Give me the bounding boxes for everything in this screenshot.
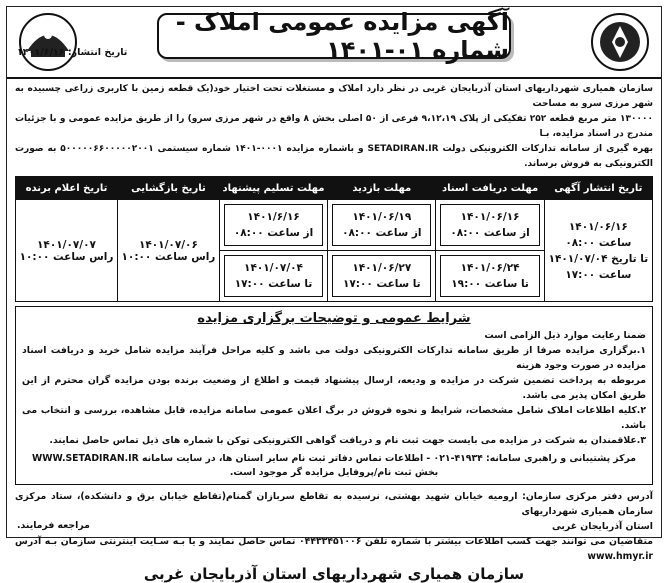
cell-visit-from: [328, 200, 436, 251]
cell-submit-to: [219, 251, 327, 302]
header-submit: مهلت تسلیم پیشنهاد: [219, 177, 327, 200]
docs-to-time: تا ساعت ۱۹:۰۰: [451, 278, 529, 290]
cell-opening: [117, 200, 219, 302]
submit-to-date: ۱۴۰۱/۰۷/۰۴: [244, 262, 303, 274]
docs-to-date: ۱۴۰۱/۰۶/۲۴: [460, 262, 520, 274]
publish-until-time: ساعت ۱۷:۰۰: [565, 268, 632, 281]
header-winner: تاریخ اعلام برنده: [16, 177, 118, 200]
cell-docs-from: [436, 200, 544, 251]
address-line: متقاضیان می توانند جهت کسب اطلاعات بیشتر با شماره تلفن ۰۴۴۳۳۴۵۱۰۰۶ تماس حاصل نمایند و یا بـه سـایت اینترنتی سازمان بـه آدرس www.hmyr.ir: [15, 536, 653, 562]
header-publish: تاریخ انتشار آگهی: [544, 177, 652, 200]
condition-line: ۳.علاقمندان به شرکت در مزایده می بایست جهت ثبت نام و دریافت گواهی الکترونیکی توکن با شماره های ذیل تماس حاصل نمایند.: [49, 435, 646, 446]
cell-submit-from: [219, 200, 327, 251]
condition-line: ضمنا رعایت موارد ذیل الزامی است: [484, 330, 646, 341]
conditions-title: شرایط عمومی و توضیحات برگزاری مزایده: [197, 311, 471, 326]
address-line: آدرس دفتر مرکزی سازمان: ارومیه خیابان شهید بهشتی، نرسیده به تقاطع سربازان گمنام(تقاطع خیابان برق و دانشکده)، ستاد مرکزی سازمان همیاری شهرداریهای: [15, 491, 653, 517]
docs-from-time: از ساعت ۰۸:۰۰: [450, 227, 530, 239]
schedule-row: [16, 200, 653, 251]
winner-date: ۱۴۰۱/۰۷/۰۷: [37, 238, 96, 251]
submit-from-date: ۱۴۰۱/۶/۱۶: [247, 211, 300, 223]
header-visit: مهلت بازدید: [328, 177, 436, 200]
support-info: [22, 452, 646, 480]
header-docs: مهلت دریافت اسناد: [436, 177, 544, 200]
visit-to-date: ۱۴۰۱/۰۶/۲۷: [352, 262, 412, 274]
notice-title: آگهی مزایده عمومی املاک - شماره ۰۱-۱۴۰۱: [157, 13, 511, 59]
winner-time: راس ساعت ۱۰:۰۰: [19, 250, 114, 263]
support-line: بخش ثبت نام/پروفایل مزایده گر موجود است.: [229, 467, 439, 478]
opening-time: راس ساعت ۱۰:۰۰: [121, 250, 216, 263]
municipality-emblem-icon: [13, 11, 83, 73]
cell-docs-to: [436, 251, 544, 302]
publish-until-value: تا تاریخ ۱۴۰۱/۰۷/۰۴: [548, 252, 649, 265]
schedule-table: [15, 176, 653, 302]
visit-from-time: از ساعت ۰۸:۰۰: [342, 227, 422, 239]
support-line: مرکز پشتیبانی و راهبری سامانه: ۴۱۹۳۴-۰۲۱ - اطلاعات تماس دفاتر ثبت نام سایر استان ها، در سایت سامانه WWW.SETADIRAN.IR: [31, 453, 637, 464]
auction-notice: [6, 6, 662, 583]
organization-emblem-icon: [585, 11, 655, 73]
publish-time-value: ساعت ۰۸:۰۰: [565, 236, 632, 249]
publish-date: تاریخ انتشار: ۱۴۰۱/۶/۱۶: [17, 47, 128, 58]
visit-from-date: ۱۴۰۱/۰۶/۱۹: [352, 211, 412, 223]
cell-publish: [544, 200, 652, 302]
submit-to-time: تا ساعت ۱۷:۰۰: [234, 278, 313, 290]
intro-paragraph: [7, 79, 661, 172]
submit-from-time: از ساعت ۰۸:۰۰: [233, 227, 314, 239]
cell-winner: [16, 200, 118, 302]
organization-name: سازمان همیاری شهرداریهای استان آذربایجان غربی: [143, 565, 525, 583]
condition-line: ۱.برگزاری مزایده صرفا از طریق سامانه تدارکات الکترونیکی دولت می باشد و کلیه مراحل فرآیند مزایده شامل خرید و دریافت اسناد مزایده در صورت وجود هزینه: [22, 345, 646, 371]
intro-line: سازمان همیاری شهرداریهای استان آذربایجان غربی در نظر دارد املاک و مستغلات تحت اختیار خود(یک قطعه زمین با کاربری زراعی چسبیده به شهر مرزی سرو به مساحت: [15, 84, 653, 109]
condition-line: مربوطه به پرداخت تضمین شرکت در مزایده و ودیعه، ارسال پیشنهاد قیمت و اطلاع از وضعیت برنده بودن مزایده گران محترم از این طریق امکان پذیر می باشد.: [22, 375, 646, 401]
conditions-section: [15, 306, 653, 485]
notice-header: [7, 7, 661, 79]
address-line: استان آذربایجان غربی: [552, 521, 653, 532]
intro-line: بهره گیری از سامانه تدارکات الکترونیکی دولت SETADIRAN.IR و باشماره مزایده ۰۰۰۱-۱۴۰۱ شماره سیستمی ۵۰۰۰۰۰۶۶۰۰۰۰۰۲۰۰۱ به صورت الکترونیکی به فروش برساند.: [15, 144, 653, 169]
visit-to-time: تا ساعت ۱۷:۰۰: [342, 278, 421, 290]
cell-visit-to: [328, 251, 436, 302]
intro-line: ۱۳۰۰۰۰ متر مربع قطعه ۲۵۲ تفکیکی از پلاک ۹،۱۲،۱۹ فرعی از ۵۰ اصلی بخش ۸ واقع در شهر مرزی سرو) را از طریق مزایده عمومی و با جزئیات مندرج در اسناد مزایده، بـا: [15, 114, 653, 139]
condition-line: ۲.کلیه اطلاعات املاک شامل مشخصات، شرایط و نحوه فروش در برگ اعلان عمومی سامانه مزایده، قابل مشاهده، بررسی و انتخاب می باشد.: [22, 405, 646, 431]
header-opening: تاریخ بازگشایی: [117, 177, 219, 200]
publish-date-value: ۱۴۰۱/۰۶/۱۶: [568, 220, 628, 233]
schedule-header-row: [16, 177, 653, 200]
docs-from-date: ۱۴۰۱/۰۶/۱۶: [460, 211, 520, 223]
opening-date: ۱۴۰۱/۰۷/۰۶: [138, 238, 198, 251]
closing-text: مراجعه فرمایند.: [17, 520, 90, 531]
contact-address: [7, 485, 661, 564]
